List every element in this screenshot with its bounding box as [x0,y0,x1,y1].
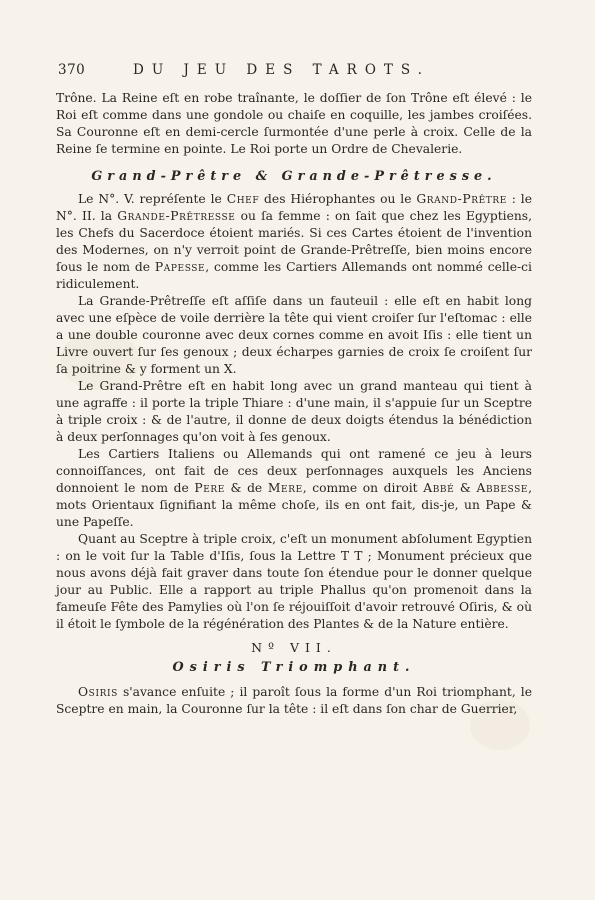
running-header [58,62,498,82]
paragraph [56,446,532,531]
text-run: Les Cartiers Italiens ou Allemands qui ont ramené ce jeu à leurs connoiſſances, ont fait de ces deux perſonnages auxquels les Anciens donnoient le nom de [56,447,532,495]
small-caps-term: Mere [267,481,303,495]
paragraph [56,191,532,293]
card-number-heading: Nº VII. [251,640,337,655]
text-run: Le N°. V. repréſente le [78,192,227,206]
paragraph: La Grande-Prêtreſſe eſt aſſiſe dans un fauteuil : elle eſt en habit long avec une eſpèce de voile derrière la tête qui vient croiſer ſur l'eſtomac : elle a une double couronne avec deux cornes comme en avoit Iſis : elle tient un Livre ouvert ſur ſes genoux ; deux écharpes garnies de croix ſe croiſent ſur ſa poitrine & y forment un X. [56,294,532,376]
text-run: des Hiérophantes ou le [259,192,417,206]
paragraph: Quant au Sceptre à triple croix, c'eſt un monument abſolument Egyptien : on le voit ſur la Table d'Iſis, ſous la Lettre T T ; Monument précieux que nous avons déjà fait graver dans toute ſon étendue pour le donner quelque jour au Public. Elle a rapport au triple Phallus qu'on promenoit dans la fameuſe Fête des Pamylies où l'on ſe réjouiſſoit d'avoir retrouvé Oſiris, & où il étoit le ſymbole de la régénération des Plantes & de la Nature entière. [56,532,532,631]
small-caps-term: Abbesse [476,481,529,495]
text-body [56,90,532,718]
small-caps-term: Papesse [154,260,206,274]
text-run: : le N°. II. la [56,192,533,223]
paragraph: Trône. La Reine eſt en robe traînante, le doſſier de ſon Trône eſt élevé : le Roi eſt comme dans une gondole ou chaiſe en coquille, les jambes croiſées. Sa Couronne eſt en demi-cercle ſurmontée d'une perle à croix. Celle de la Reine ſe termine en pointe. Le Roi porte un Ordre de Chevalerie. [56,91,532,156]
small-caps-term: Grand-Prêtre [416,192,507,206]
section-heading: Osiris Triomphant. [172,660,416,675]
small-caps-term: Osiris [78,685,118,699]
section-heading: Grand-Prêtre & Grande-Prêtresse. [91,169,497,184]
text-run: & [454,481,477,495]
small-caps-term: Pere [194,481,225,495]
small-caps-term: Abbé [423,481,455,495]
text-run: & de [224,481,268,495]
paragraph [56,684,532,718]
paragraph: Le Grand-Prêtre eſt en habit long avec un grand manteau qui tient à une agraffe : il porte la triple Thiare : d'une main, il s'appuie ſur un Sceptre à triple croix : & de l'autre, il donne de deux doigts étendus la bénédiction à deux perſonnages qu'on voit à ſes genoux. [56,379,532,444]
text-run: , comme les Cartiers Allemands ont nommé celle-ci ridiculement. [56,260,532,291]
small-caps-term: Grande-Prêtresse [117,209,236,223]
text-run: ou ſa femme : on ſait que chez les Egyptiens, les Chefs du Sacerdoce étoient mariés. Si ces Cartes étoient de l'invention des Modernes, on n'y verroit point de Grande-Prêtreſſe, bien moins encore ſous le nom de [56,209,532,274]
text-run: , comme on diroit [302,481,424,495]
page-number: 370 [58,62,86,78]
text-run: s'avance enſuite ; il paroît ſous la forme d'un Roi triomphant, le Sceptre en main, la Couronne ſur la tête : il eſt dans ſon char de Guerrier, [56,685,532,716]
small-caps-term: Chef [226,192,260,206]
text-run: , mots Orientaux ſignifiant la même choſe, ils en ont fait, dis-je, un Pape & une Papeſſe. [56,481,533,529]
running-title: DU JEU DES TAROTS. [133,62,430,78]
